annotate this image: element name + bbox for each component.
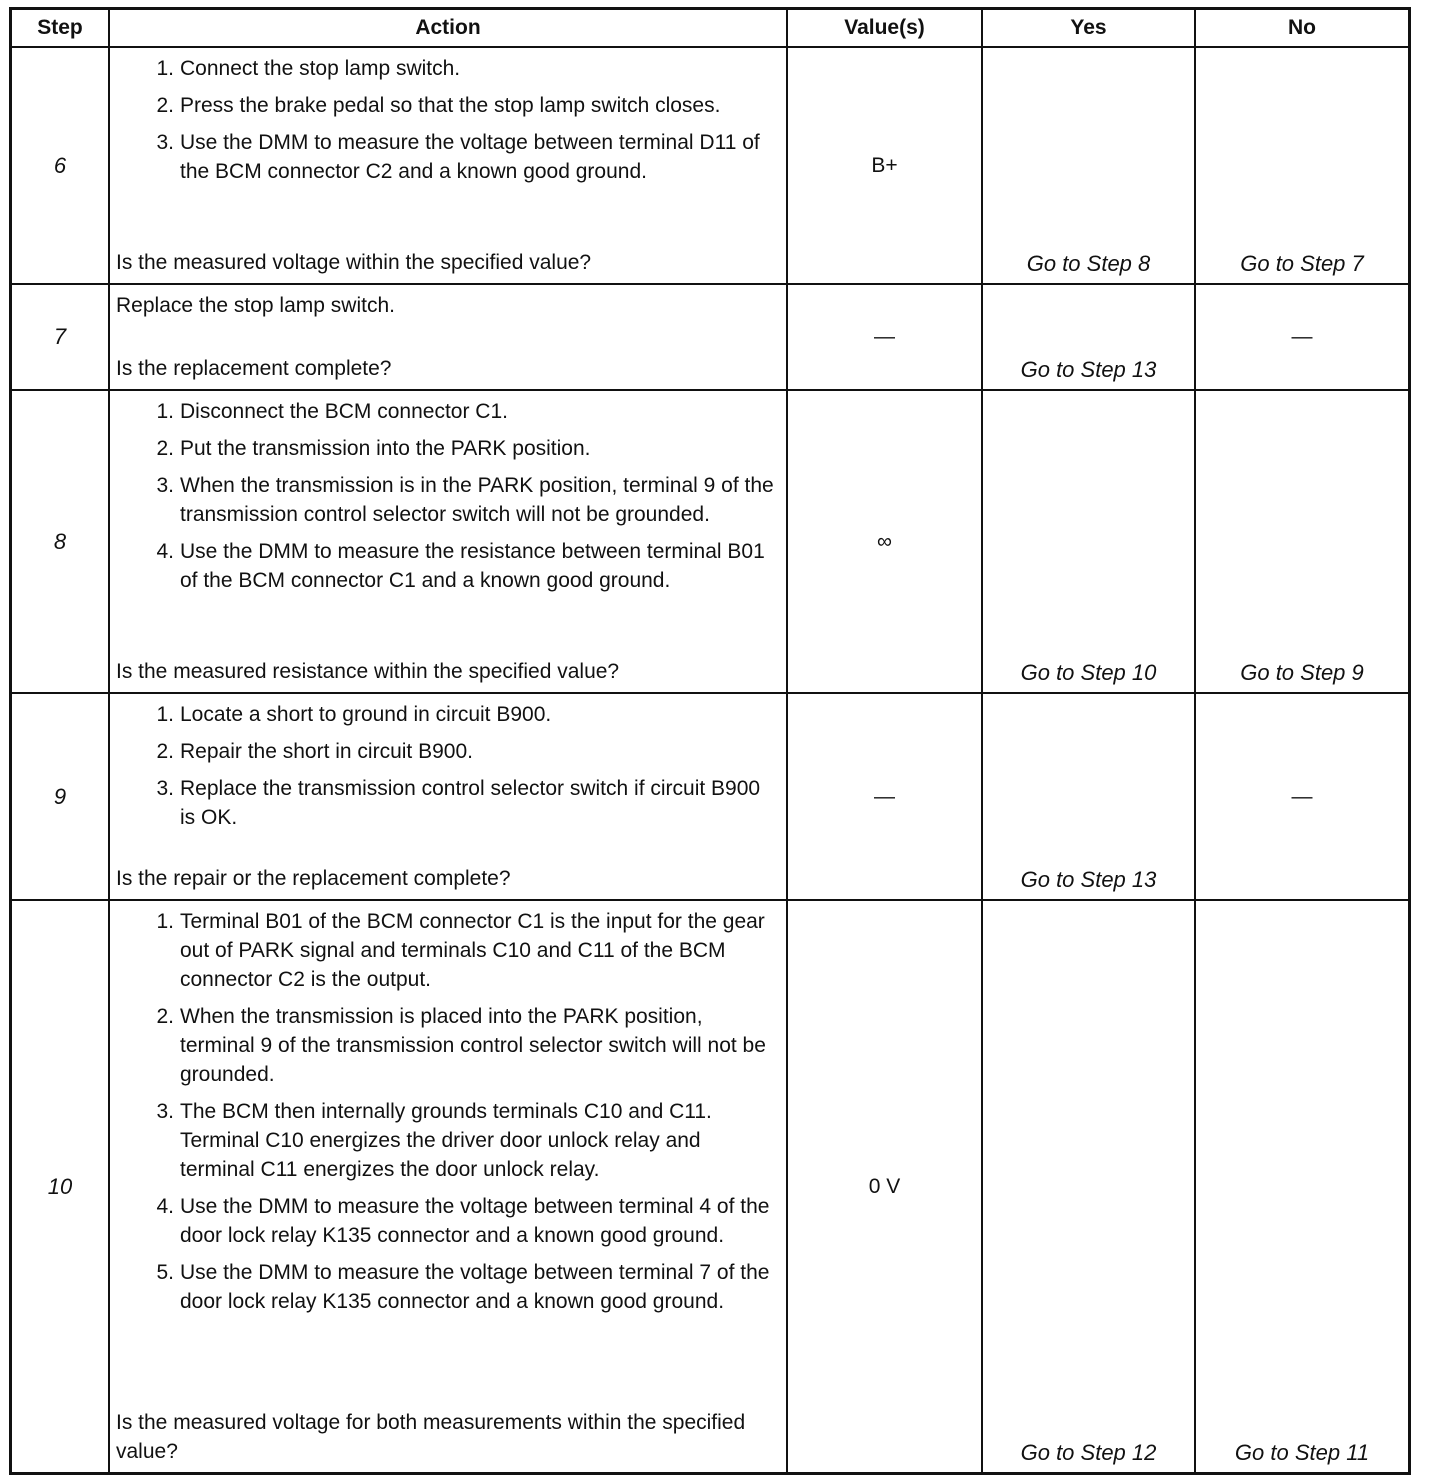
action-text: Replace the stop lamp switch.: [116, 294, 395, 317]
action-item: 2. When the transmission is placed into the PARK position, terminal 9 of the transmission control selector switch will not be grounded.: [156, 1005, 766, 1086]
action-question: Is the measured voltage within the specified value?: [116, 251, 592, 274]
action-question: Is the replacement complete?: [116, 357, 392, 380]
header-step: Step: [12, 10, 110, 48]
header-action: Action: [110, 10, 788, 48]
action-item: 1. Connect the stop lamp switch.: [156, 57, 461, 80]
action-cell: [110, 48, 788, 285]
action-cell: [110, 285, 788, 391]
header-no: No: [1196, 10, 1408, 48]
action-item: 4. Use the DMM to measure the voltage between terminal 4 of the door lock relay K135 connector and a known good ground.: [156, 1195, 770, 1247]
yes-cell: Go to Step 10: [983, 391, 1196, 694]
value-cell: —: [788, 694, 983, 901]
action-item: 3. The BCM then internally grounds terminals C10 and C11. Terminal C10 energizes the driver door unlock relay and terminal C11 energizes the door unlock relay.: [156, 1100, 712, 1181]
action-item: 4. Use the DMM to measure the resistance between terminal B01 of the BCM connector C1 and a known good ground.: [156, 540, 765, 592]
action-item: 2. Repair the short in circuit B900.: [156, 740, 473, 763]
action-item: 2. Put the transmission into the PARK position.: [156, 437, 591, 460]
action-question: Is the repair or the replacement complete?: [116, 867, 511, 890]
action-question: Is the measured voltage for both measurements within the specified value?: [116, 1411, 746, 1463]
yes-cell: Go to Step 8: [983, 48, 1196, 285]
action-item: 3. Replace the transmission control selector switch if circuit B900 is OK.: [156, 777, 761, 829]
yes-cell: Go to Step 13: [983, 694, 1196, 901]
step-number: 8: [12, 391, 110, 694]
action-item: 3. Use the DMM to measure the voltage between terminal D11 of the BCM connector C2 and a known good ground.: [156, 131, 760, 183]
action-list: [116, 54, 776, 194]
action-item: 2. Press the brake pedal so that the stop lamp switch closes.: [156, 94, 721, 117]
action-list: [116, 907, 776, 1324]
action-cell: [110, 391, 788, 694]
action-question: Is the measured resistance within the specified value?: [116, 660, 620, 683]
yes-cell: Go to Step 12: [983, 901, 1196, 1472]
action-list: [116, 397, 776, 603]
header-yes: Yes: [983, 10, 1196, 48]
action-item: 1. Locate a short to ground in circuit B900.: [156, 703, 552, 726]
action-item: 1. Terminal B01 of the BCM connector C1 is the input for the gear out of PARK signal and terminals C10 and C11 of the BCM connector C2 is the output.: [156, 910, 765, 991]
header-values: Value(s): [788, 10, 983, 48]
step-number: 9: [12, 694, 110, 901]
action-list: [116, 700, 776, 840]
action-item: 5. Use the DMM to measure the voltage between terminal 7 of the door lock relay K135 connector and a known good ground.: [156, 1261, 770, 1313]
yes-cell: Go to Step 13: [983, 285, 1196, 391]
no-cell: Go to Step 9: [1196, 391, 1408, 694]
value-cell: B+: [788, 48, 983, 285]
action-item: 3. When the transmission is in the PARK position, terminal 9 of the transmission control selector switch will not be grounded.: [156, 474, 774, 526]
no-cell: —: [1196, 285, 1408, 391]
no-cell: Go to Step 7: [1196, 48, 1408, 285]
step-number: 6: [12, 48, 110, 285]
diagnostic-table: [9, 7, 1411, 1475]
action-cell: [110, 901, 788, 1472]
no-cell: —: [1196, 694, 1408, 901]
action-cell: [110, 694, 788, 901]
action-item: 1. Disconnect the BCM connector C1.: [156, 400, 508, 423]
step-number: 7: [12, 285, 110, 391]
value-cell: 0 V: [788, 901, 983, 1472]
value-cell: —: [788, 285, 983, 391]
no-cell: Go to Step 11: [1234, 1440, 1370, 1465]
step-number: 10: [12, 901, 110, 1472]
value-cell: ∞: [788, 391, 983, 694]
